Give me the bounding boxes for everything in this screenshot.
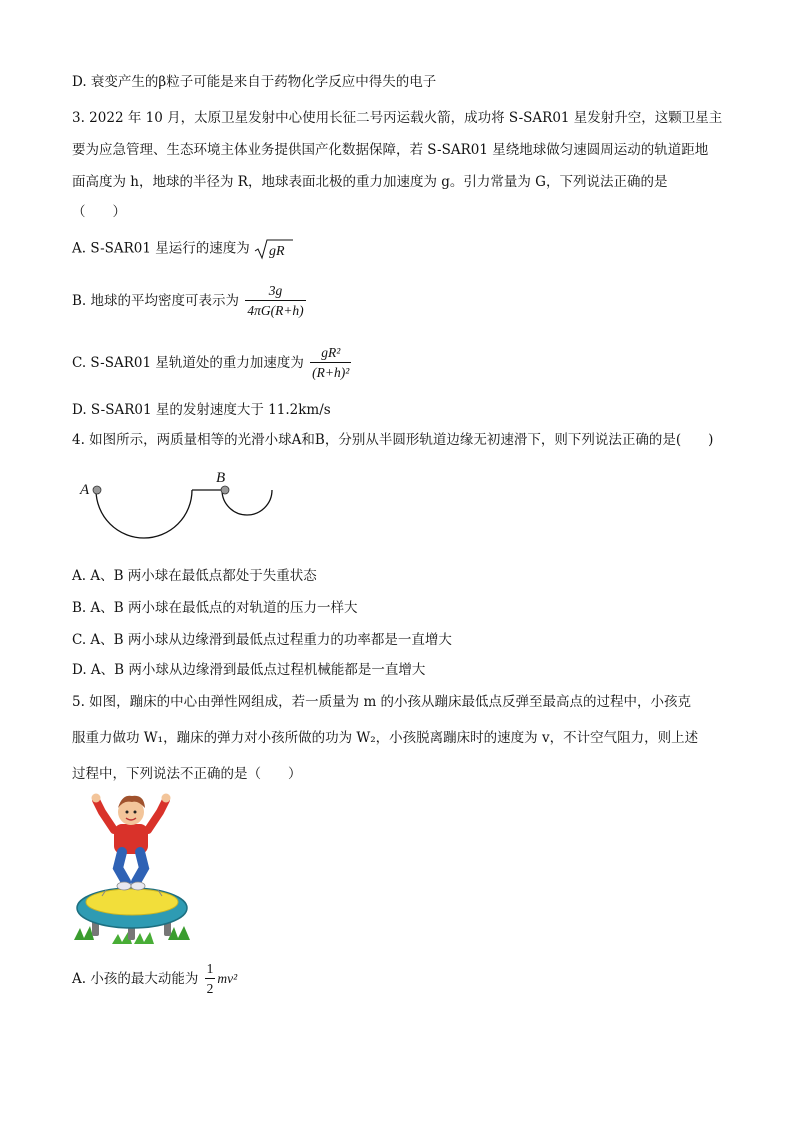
q3-option-c-text: C. S-SAR01 星轨道处的重力加速度为	[72, 355, 304, 371]
sqrt-expression	[254, 238, 294, 260]
q4-option-d: D. A、B 两小球从边缘滑到最低点过程机械能都是一直增大	[72, 662, 426, 678]
large-semicircle-track	[96, 490, 192, 538]
q4-stem: 4. 如图所示，两质量相等的光滑小球A和B，分别从半圆形轨道边缘无初速滑下，则下列说法正确的是( )	[72, 432, 714, 448]
q3-stem-line1: 3. 2022 年 10 月，太原卫星发射中心使用长征二号丙运载火箭，成功将 S-SAR01 星发射升空，这颗卫星主	[72, 110, 723, 126]
q3-stem-line2: 要为应急管理、生态环境主体业务提供国产化数据保障，若 S-SAR01 星绕地球做匀速圆周运动的轨道距地	[72, 142, 709, 158]
trampoline-kid-illustration	[72, 790, 192, 950]
q3-option-d: D. S-SAR01 星的发射速度大于 11.2km/s	[72, 402, 331, 418]
q5-option-a-numerator: 1	[206, 961, 214, 976]
q4-option-b: B. A、B 两小球在最低点的对轨道的压力一样大	[72, 600, 358, 616]
q3-option-c-numerator: gR²	[321, 345, 341, 360]
small-semicircle-track	[222, 490, 272, 515]
label-a: A	[80, 482, 90, 498]
q3-option-b	[72, 282, 308, 321]
ball-a-icon	[93, 486, 101, 494]
q3-option-a-text: A. S-SAR01 星运行的速度为	[72, 240, 250, 257]
q3-stem-line3: 面高度为 h，地球的半径为 R，地球表面北极的重力加速度为 g。引力常量为 G，下列说法正确的是	[72, 174, 668, 190]
q3-option-b-fraction	[245, 282, 305, 321]
q5-option-a-fraction	[205, 960, 216, 999]
q3-answer-bracket: （ ）	[72, 204, 126, 220]
label-b: B	[216, 470, 226, 486]
sqrt-sign-icon	[254, 238, 294, 260]
q5-option-a-text: A. 小孩的最大动能为	[72, 971, 199, 987]
q4-option-a: A. A、B 两小球在最低点都处于失重状态	[72, 568, 317, 584]
kid-figure-icon	[92, 794, 171, 891]
q3-option-a-math: gR	[269, 244, 285, 259]
q4-option-c: C. A、B 两小球从边缘滑到最低点过程重力的功率都是一直增大	[72, 632, 452, 648]
q5-option-a	[72, 960, 237, 999]
q5-stem-line3: 过程中，下列说法不正确的是（ ）	[72, 766, 302, 782]
ball-b-icon	[221, 486, 229, 494]
q3-option-b-text: B. 地球的平均密度可表示为	[72, 293, 240, 309]
q3-option-c-fraction	[310, 344, 351, 383]
q3-option-c	[72, 344, 353, 383]
q3-option-a	[72, 238, 294, 260]
track-diagram	[72, 466, 282, 556]
q5-stem-line1: 5. 如图，蹦床的中心由弹性网组成，若一质量为 m 的小孩从蹦床最低点反弹至最高点的过程中，小孩克	[72, 694, 692, 710]
q3-option-c-denominator: (R+h)²	[310, 362, 351, 383]
q2-option-d: D. 衰变产生的β粒子可能是来自于药物化学反应中得失的电子	[72, 74, 437, 90]
q5-stem-line2: 服重力做功 W₁，蹦床的弹力对小孩所做的功为 W₂，小孩脱离蹦床时的速度为 v，不计空气阻力，则上述	[72, 730, 699, 746]
q3-option-b-denominator: 4πG(R+h)	[245, 300, 305, 321]
q3-option-b-numerator: 3g	[268, 283, 283, 298]
q5-option-a-denominator: 2	[205, 978, 216, 999]
q5-option-a-tail: mv²	[217, 971, 238, 986]
